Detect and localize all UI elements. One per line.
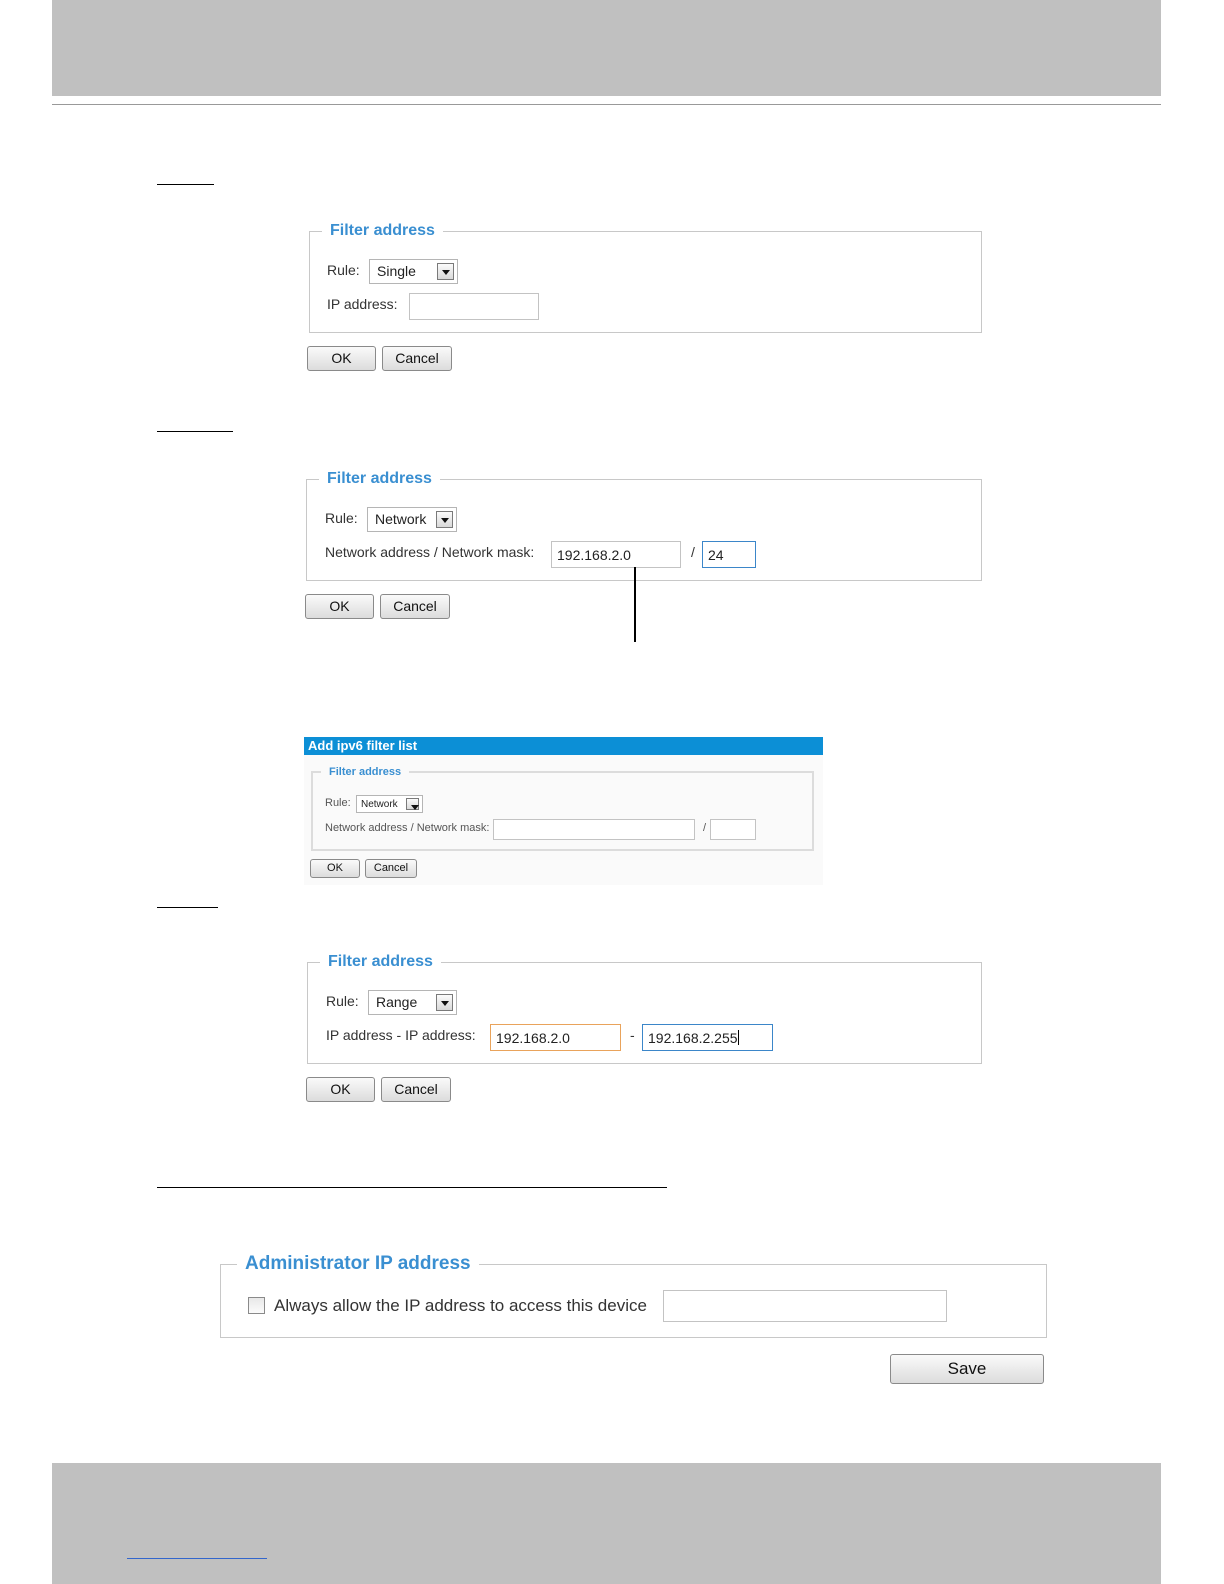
filter-address-legend: Filter address — [327, 470, 432, 487]
rule-select-value: Range — [376, 994, 418, 1010]
ok-button[interactable]: OK — [307, 346, 376, 371]
rule-select-value: Network — [375, 511, 427, 527]
cancel-button[interactable]: Cancel — [381, 1077, 451, 1102]
ipv6-network-address-input[interactable] — [493, 819, 695, 840]
network-mask-input[interactable]: 24 — [702, 541, 756, 568]
rule-select[interactable] — [369, 259, 458, 284]
ip-address-label: IP address: — [327, 296, 398, 312]
cancel-button[interactable]: Cancel — [380, 594, 450, 619]
always-allow-label: Always allow the IP address to access this device — [274, 1296, 647, 1315]
rule-select[interactable] — [356, 795, 423, 813]
mask-separator: / — [691, 544, 695, 560]
chevron-down-icon[interactable] — [406, 798, 419, 810]
rule-select-value: Network — [361, 799, 398, 810]
administrator-ip-legend: Administrator IP address — [245, 1253, 471, 1274]
chevron-down-icon[interactable] — [437, 263, 454, 280]
ip-address-input[interactable] — [409, 293, 539, 320]
filter-address-legend: Filter address — [330, 222, 435, 239]
filter-address-legend: Filter address — [329, 766, 402, 778]
text-cursor — [738, 1030, 739, 1045]
range-separator: - — [630, 1027, 635, 1043]
rule-label: Rule: — [327, 262, 360, 278]
always-allow-checkbox[interactable] — [248, 1297, 265, 1314]
ip-range-label: IP address - IP address: — [326, 1027, 476, 1043]
ip-range-from-input[interactable]: 192.168.2.0 — [490, 1024, 621, 1051]
network-address-input[interactable]: 192.168.2.0 — [551, 541, 681, 568]
save-button[interactable]: Save — [890, 1354, 1044, 1384]
rule-label: Rule: — [325, 797, 351, 809]
section-underline-range — [157, 907, 218, 908]
header-divider — [52, 104, 1161, 105]
rule-select-value: Single — [377, 263, 416, 279]
header-band — [52, 0, 1161, 96]
network-address-label: Network address / Network mask: — [325, 544, 535, 560]
network-address-label: Network address / Network mask: — [325, 822, 490, 834]
filter-address-legend: Filter address — [328, 953, 433, 970]
ip-range-to-input[interactable] — [642, 1024, 773, 1051]
rule-select[interactable] — [368, 990, 457, 1015]
cancel-button[interactable]: Cancel — [382, 346, 452, 371]
section-underline-single — [157, 184, 214, 185]
ok-button[interactable]: OK — [306, 1077, 375, 1102]
mask-separator: / — [703, 822, 707, 834]
admin-ip-input[interactable] — [663, 1290, 947, 1322]
rule-label: Rule: — [326, 993, 359, 1009]
ok-button[interactable]: OK — [310, 859, 360, 878]
chevron-down-icon[interactable] — [436, 511, 453, 528]
rule-select[interactable] — [367, 507, 457, 532]
ok-button[interactable]: OK — [305, 594, 374, 619]
rule-label: Rule: — [325, 510, 358, 526]
ip-range-to-value: 192.168.2.255 — [648, 1030, 738, 1046]
ipv6-title-bar: Add ipv6 filter list — [304, 737, 823, 755]
callout-line — [634, 567, 636, 642]
cancel-button[interactable]: Cancel — [365, 859, 417, 878]
section-underline-network — [157, 431, 233, 432]
footer-link[interactable] — [127, 1558, 267, 1559]
section-underline-admin — [157, 1187, 667, 1188]
chevron-down-icon[interactable] — [436, 994, 453, 1011]
ipv6-network-mask-input[interactable] — [710, 819, 756, 840]
footer-band — [52, 1463, 1161, 1584]
